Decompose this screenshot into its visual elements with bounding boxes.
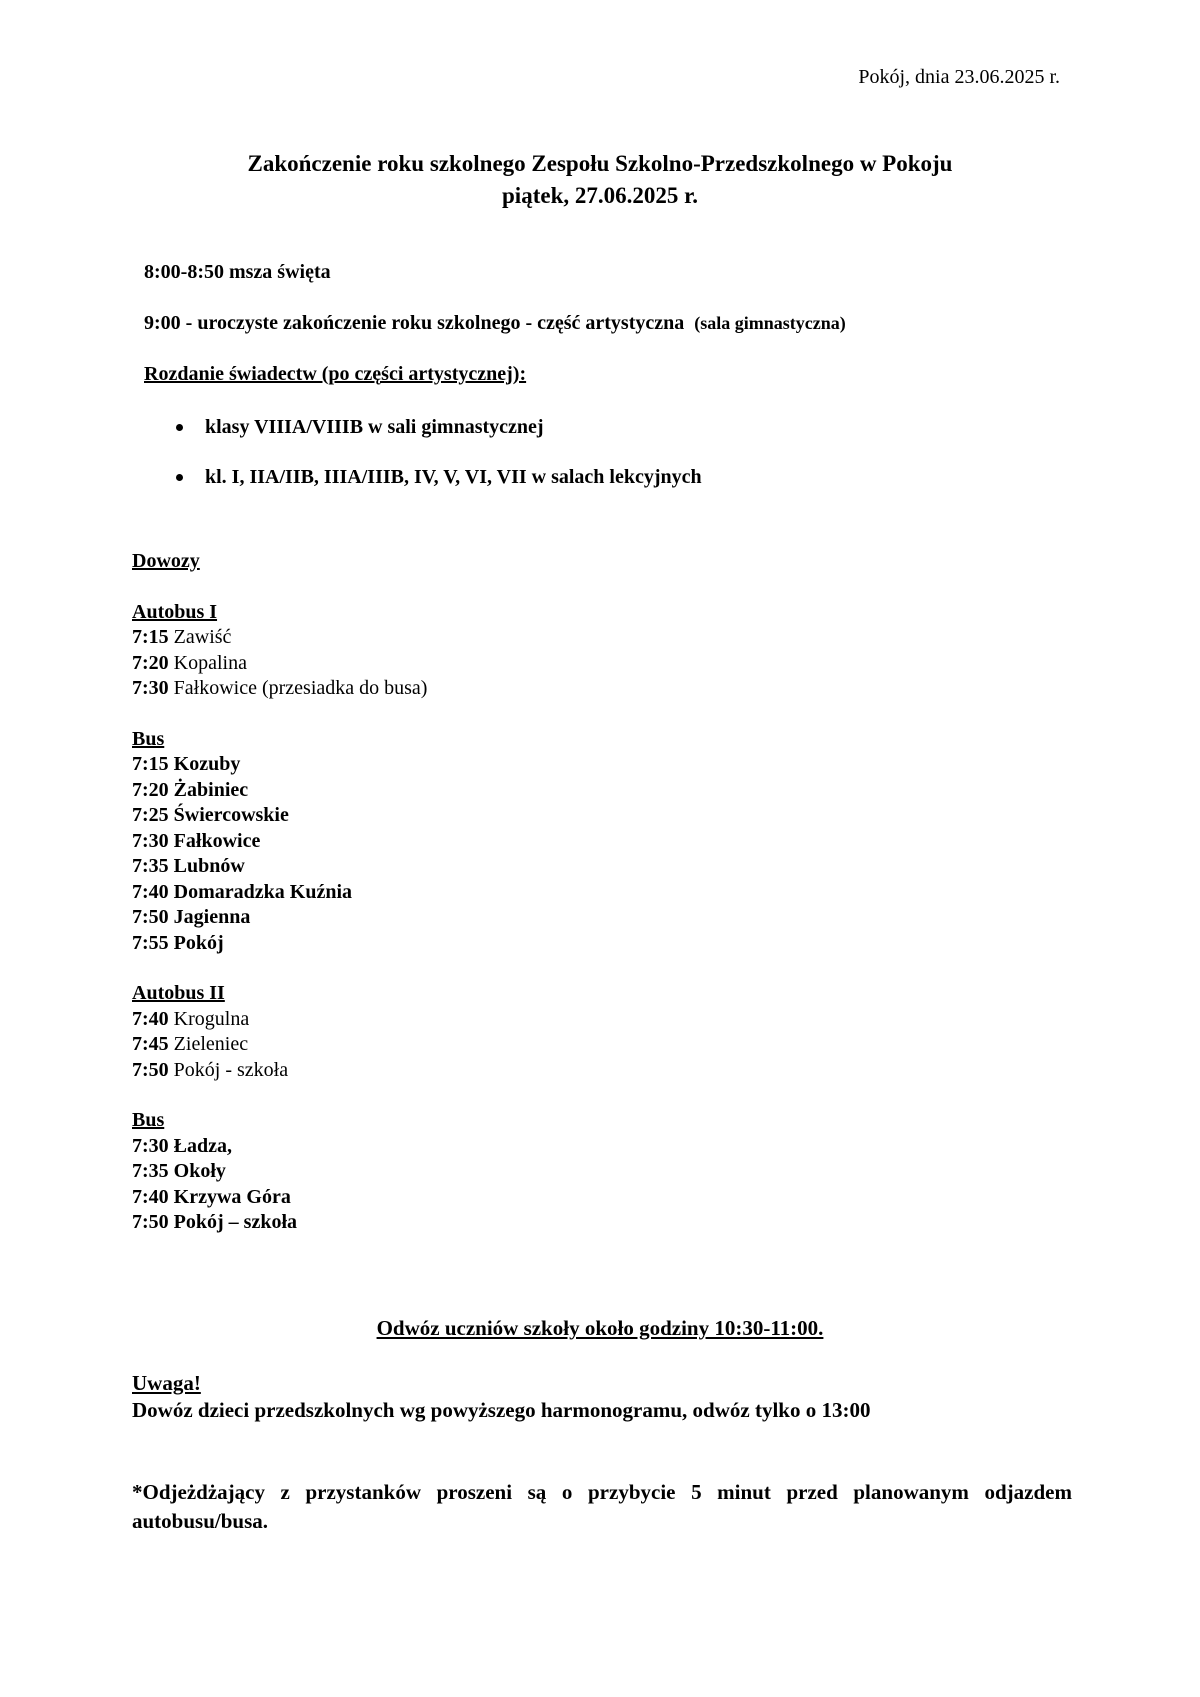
route-stop: 7:40 Krzywa Góra — [132, 1185, 291, 1208]
route-name: Bus — [132, 727, 165, 750]
certificates-heading: Rozdanie świadectw (po części artystycznej): — [144, 363, 527, 385]
footnote: *Odjeżdżający z przystanków proszeni są o przybycie 5 minut przed planowanym odjazdem autobusu/busa. — [132, 1480, 1072, 1533]
return-info: Odwóz uczniów szkoły około godziny 10:30-11:00. — [376, 1316, 824, 1340]
certificates-list — [176, 413, 702, 513]
route-stop: 7:30 Fałkowice — [132, 829, 261, 852]
route-stop: 7:35 Okoły — [132, 1160, 226, 1182]
route-stop: 7:25 Świercowskie — [132, 804, 289, 826]
route-stop: 7:50 Pokój – szkoła — [132, 1211, 298, 1233]
route-name: Autobus II — [132, 982, 225, 1004]
route-bus-1 — [132, 727, 427, 957]
route-stop: 7:20 Kopalina — [132, 651, 247, 674]
ceremony-program — [144, 258, 846, 411]
title-line-2: piątek, 27.06.2025 r. — [502, 183, 698, 208]
transport-heading: Dowozy — [132, 550, 200, 572]
route-stop: 7:55 Pokój — [132, 931, 224, 954]
list-item: klasy VIIIA/VIIIB w sali gimnastycznej — [176, 413, 702, 463]
list-item: kl. I, IIA/IIB, IIIA/IIIB, IV, V, VI, VII w salach lekcyjnych — [176, 463, 702, 513]
page-title — [0, 148, 1200, 212]
route-stop: 7:50 Jagienna — [132, 906, 251, 928]
route-stop: 7:30 Ładza, — [132, 1134, 233, 1157]
route-stop: 7:15 Zawiść — [132, 626, 232, 648]
route-stop: 7:30 Fałkowice (przesiadka do busa) — [132, 677, 428, 699]
route-stop: 7:15 Kozuby — [132, 753, 241, 775]
route-stop: 7:50 Pokój - szkoła — [132, 1058, 289, 1081]
note-text: Dowóz dzieci przedszkolnych wg powyższego harmonogramu, odwóz tylko o 13:00 — [132, 1398, 871, 1422]
date-line: Pokój, dnia 23.06.2025 r. — [858, 66, 1060, 88]
route-stop: 7:35 Lubnów — [132, 855, 245, 877]
program-mass: 8:00-8:50 msza święta — [144, 261, 331, 283]
route-bus-2 — [132, 1108, 427, 1236]
route-stop: 7:20 Żabiniec — [132, 778, 249, 801]
route-stop: 7:40 Krogulna — [132, 1007, 250, 1030]
program-ceremony — [144, 309, 846, 360]
ceremony-time: 9:00 - uroczyste zakończenie roku szkolnego - część artystyczna — [144, 312, 685, 334]
route-autobus-1 — [132, 600, 427, 702]
note-block — [132, 1370, 1072, 1424]
route-stop: 7:45 Zieleniec — [132, 1033, 249, 1055]
bullet-icon — [176, 474, 183, 481]
note-heading: Uwaga! — [132, 1371, 201, 1395]
transport-schedule — [132, 549, 427, 1236]
route-name: Autobus I — [132, 600, 218, 623]
title-line-1: Zakończenie roku szkolnego Zespołu Szkolno-Przedszkolnego w Pokoju — [247, 151, 953, 176]
bullet-icon — [176, 424, 183, 431]
route-stop: 7:40 Domaradzka Kuźnia — [132, 880, 353, 903]
ceremony-place: (sala gimnastyczna) — [694, 313, 846, 333]
route-autobus-2 — [132, 981, 427, 1083]
route-name: Bus — [132, 1109, 165, 1131]
